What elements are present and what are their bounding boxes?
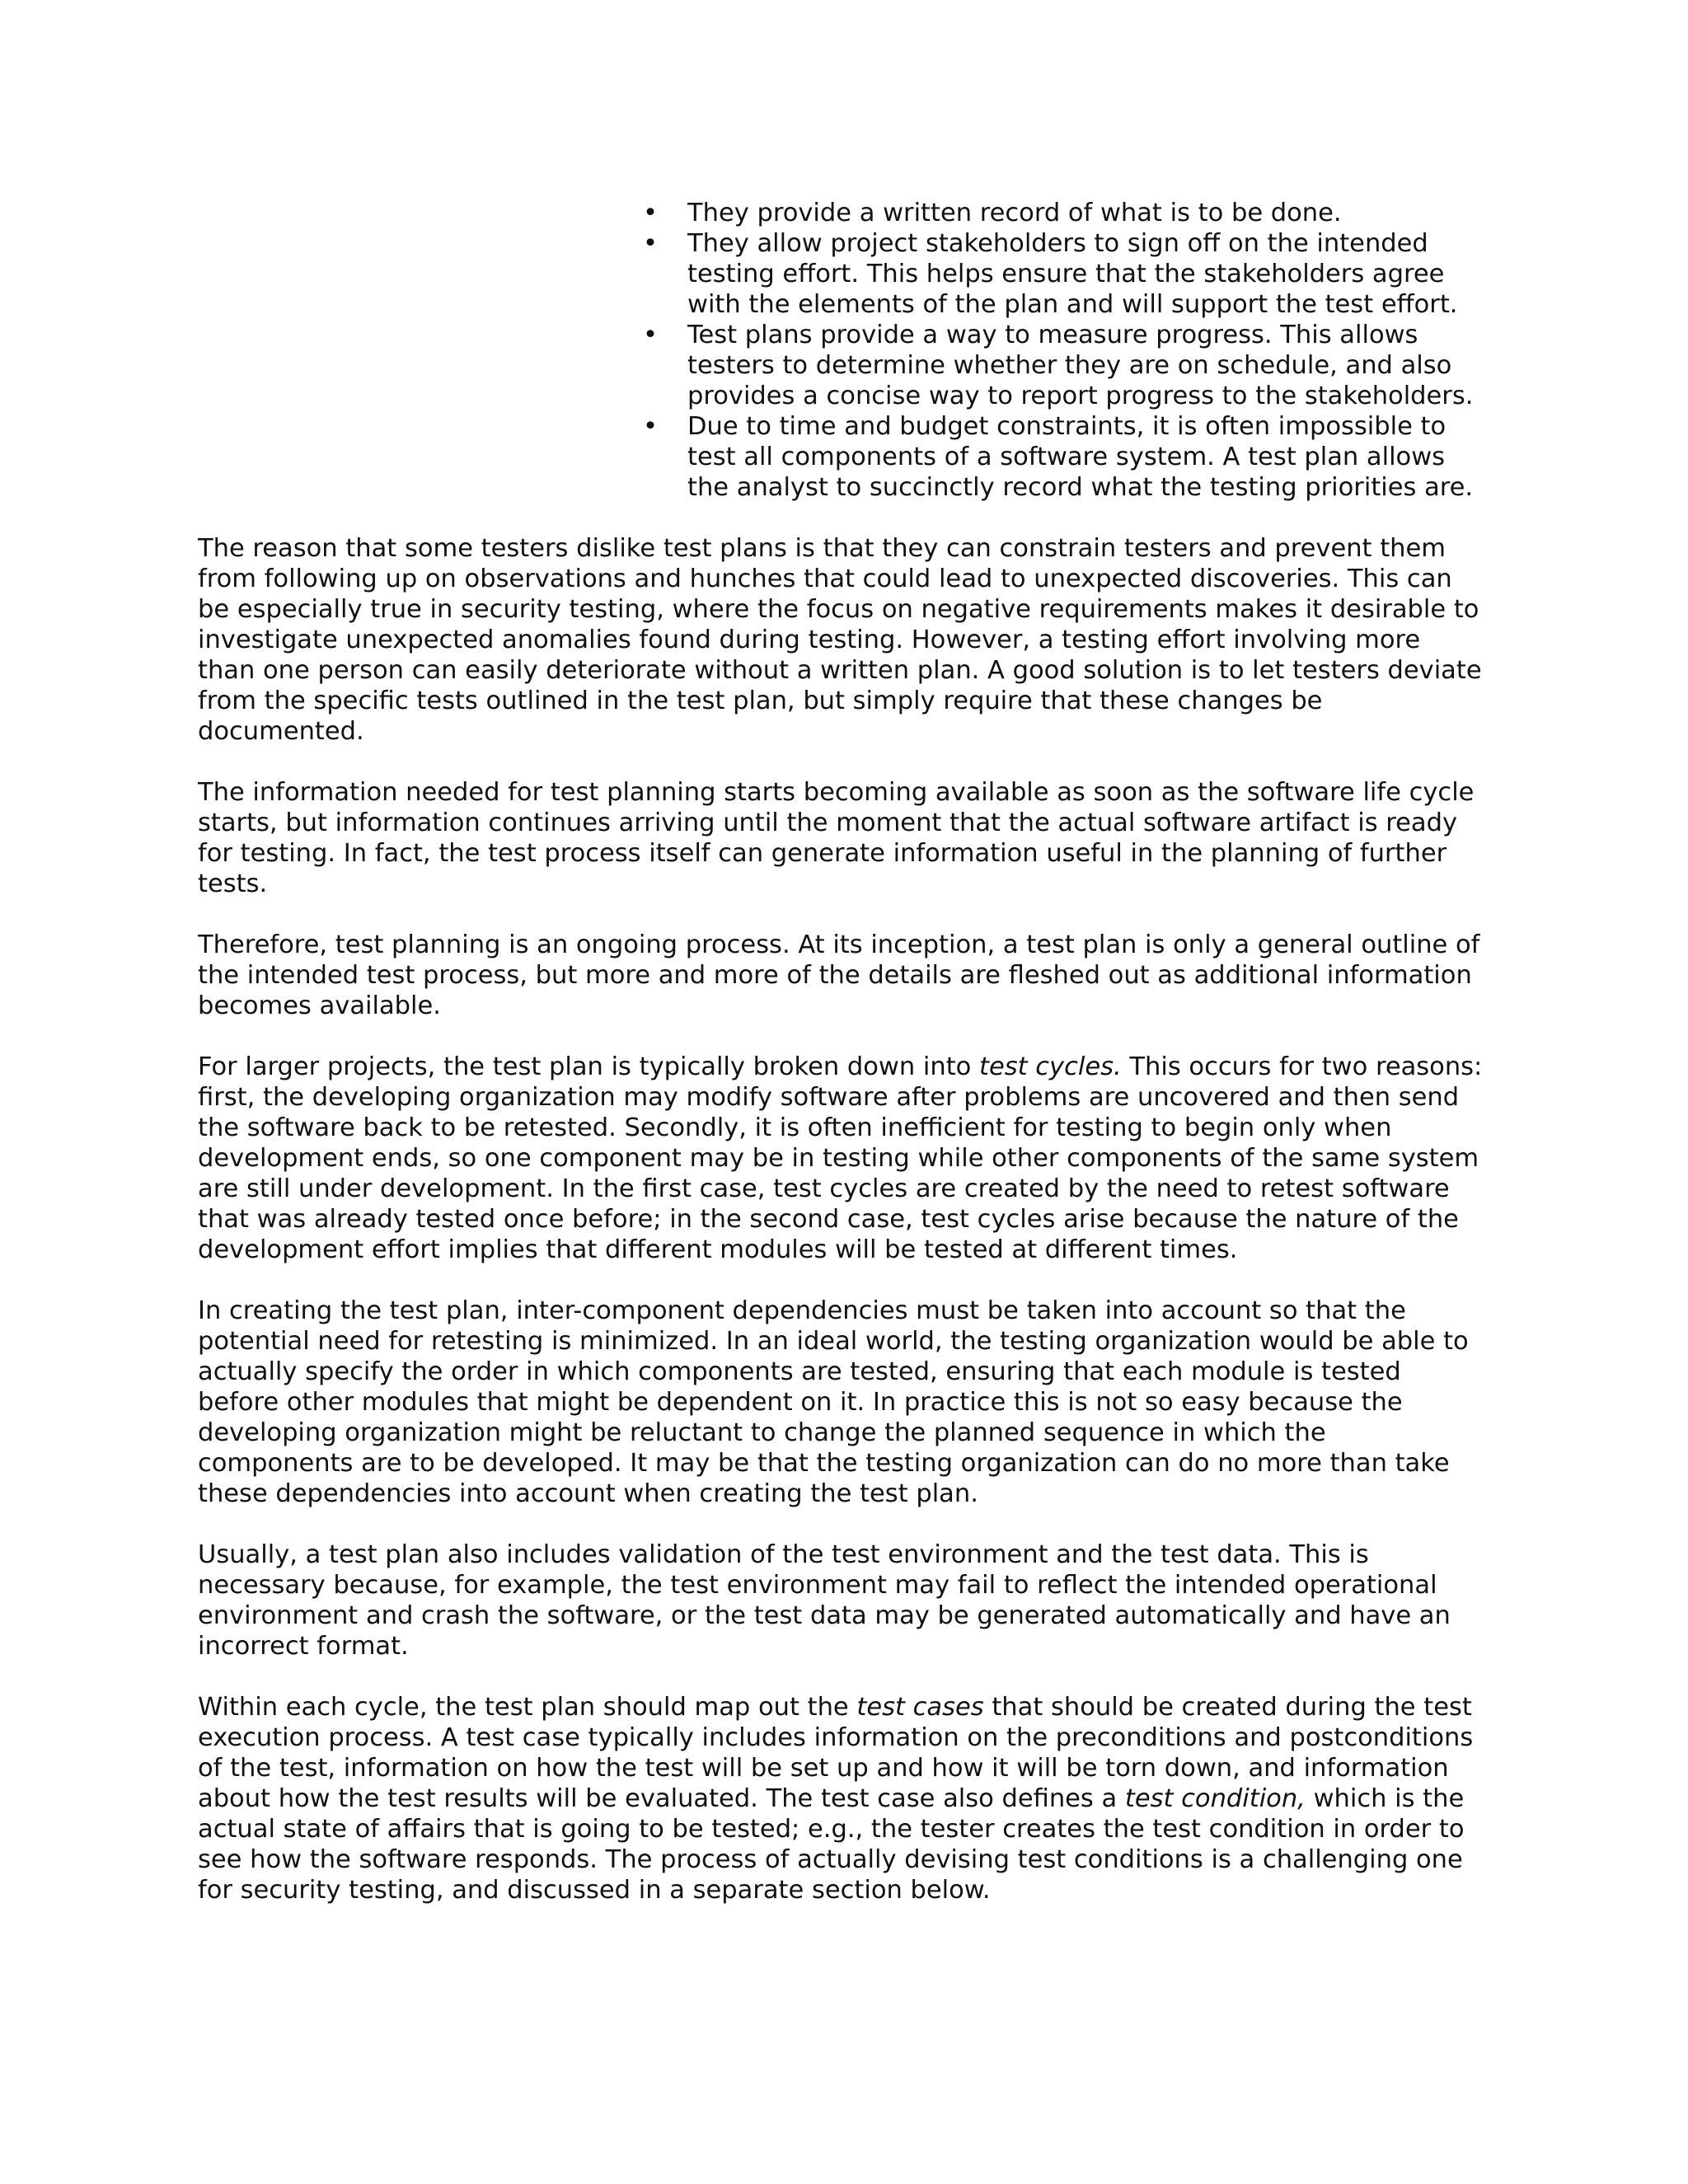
text-run: This occurs for two reasons: first, the developing organization may modify software after problems are uncovered and then send the software back to be retested. Secondly, it is often inefficient for testing to begin only when development ends, so one component may be in testing while other components of the same system are still under development. In the first case, test cycles are created by the need to retest software that was already tested once before; in the second case, test cycles arise because the nature of the development effort implies that different modules will be tested at different times. [198,1052,1483,1264]
emphasis-term: test condition, [1124,1784,1306,1813]
text-run: Within each cycle, the test plan should map out the [198,1693,857,1722]
paragraph-dependencies: In creating the test plan, inter-component dependencies must be taken into account so that the potential need for retesting is minimized. In an ideal world, the testing organization would be able to actually specify the order in which components are tested, ensuring that each module is tested before other modules that might be dependent on it. In practice this is not so easy because the developing organization might be reluctant to change the planned sequence in which the components are to be developed. It may be that the testing organization can do no more than take these dependencies into account when creating the test plan. [198,1296,1469,1508]
emphasis-term: test cases [856,1693,984,1722]
bullet-text: They provide a written record of what is to be done. [687,199,1342,227]
bullet-dot: • [643,321,658,349]
paragraph-information-arrival: The information needed for test planning starts becoming available as soon as the software life cycle starts, but information continues arriving until the moment that the actual software artifact is ready for testing. In fact, the test process itself can generate information useful in the planning of further tests. [198,778,1475,898]
list-item [643,411,1484,503]
text-run: which is the actual state of affairs that is going to be tested; e.g., the tester creates the test condition in order to see how the software responds. The process of actually devising test conditions is a challenging one for security testing, and discussed in a separate section below. [198,1784,1465,1905]
bullet-dot: • [643,199,658,227]
list-item [643,320,1484,411]
bullet-dot: • [643,229,658,258]
document-page [198,198,1484,1936]
bullet-text: Test plans provide a way to measure progress. This allows testers to determine whether they are on schedule, and also provides a concise way to report progress to the stakeholders. [687,321,1474,410]
list-item [643,228,1484,320]
bullet-text: They allow project stakeholders to sign off on the intended testing effort. This helps ensure that the stakeholders agree with the elements of the plan and will support the test effort. [687,229,1458,319]
text-run: that should be created during the test execution process. A test case typically includes information on the preconditions and postconditions of the test, information on how the test will be set up and how it will be torn down, and information about how the test results will be evaluated. The test case also defines a [198,1693,1474,1813]
paragraph-ongoing-process: Therefore, test planning is an ongoing process. At its inception, a test plan is only a general outline of the intended test process, but more and more of the details are fleshed out as additional information becomes available. [198,930,1480,1020]
list-item [643,198,1484,228]
paragraph-tester-dislike: The reason that some testers dislike test plans is that they can constrain testers and prevent them from following up on observations and hunches that could lead to unexpected discoveries. This can be especially true in security testing, where the focus on negative requirements makes it desirable to investigate unexpected anomalies found during testing. However, a testing effort involving more than one person can easily deteriorate without a written plan. A good solution is to let testers deviate from the specific tests outlined in the test plan, but simply require that these changes be documented. [198,534,1482,746]
bullet-text: Due to time and budget constraints, it is often impossible to test all components of a software system. A test plan allows the analyst to succinctly record what the testing priorities are. [687,412,1474,502]
paragraph-environment-validation: Usually, a test plan also includes validation of the test environment and the test data. This is necessary because, for example, the test environment may fail to reflect the intended operational environment and crash the software, or the test data may be generated automatically and have an incorrect format. [198,1540,1451,1661]
bullet-dot: • [643,412,658,441]
paragraph-test-cycles [198,1052,1484,1265]
paragraph-test-cases [198,1692,1484,1905]
text-run: For larger projects, the test plan is typically broken down into [198,1052,980,1081]
emphasis-term: test cycles. [979,1052,1122,1081]
benefits-bullet-list [198,198,1484,503]
